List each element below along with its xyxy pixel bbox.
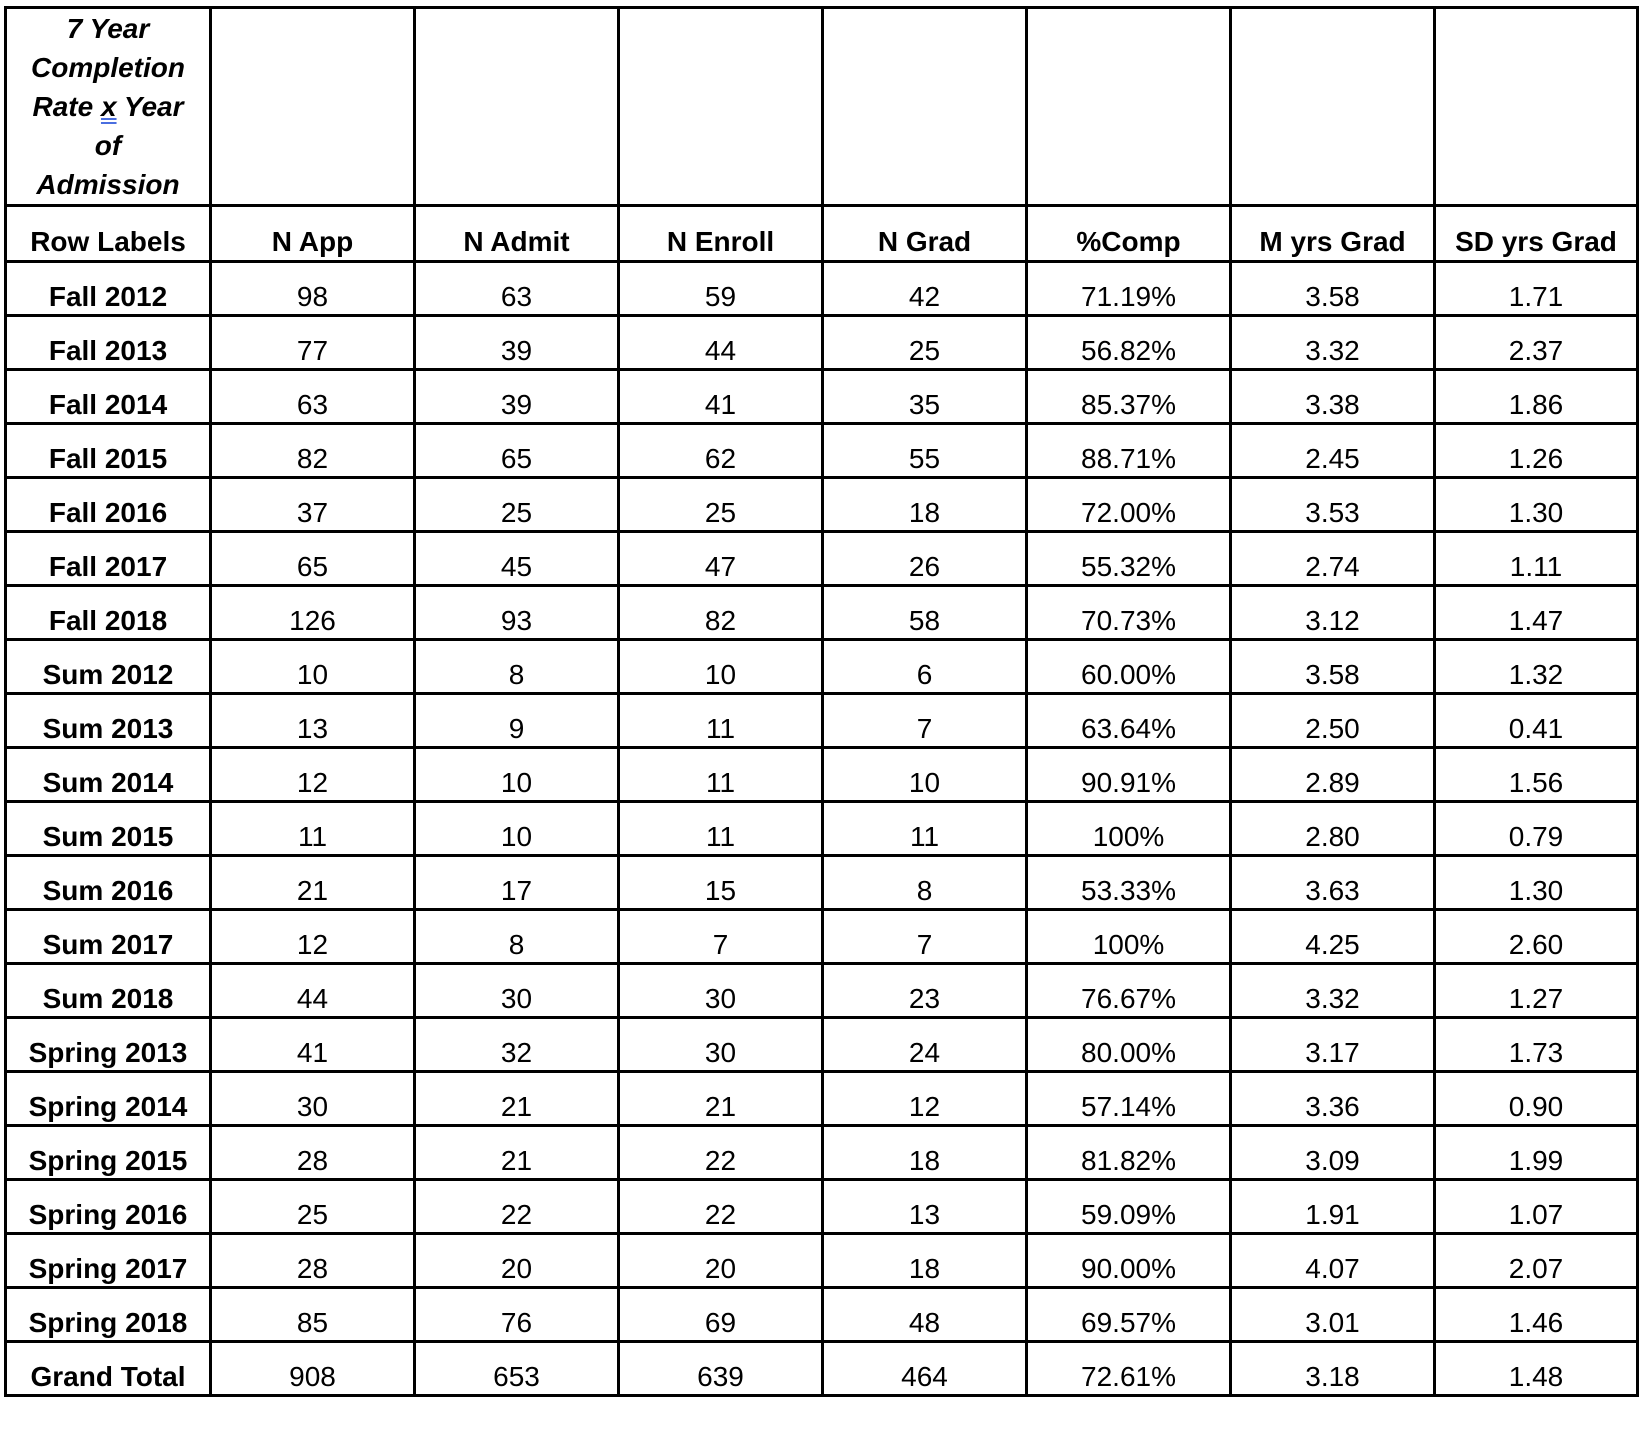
table-cell: 1.86 [1435, 370, 1638, 424]
table-cell: 1.26 [1435, 424, 1638, 478]
table-cell: 24 [823, 1018, 1027, 1072]
table-cell: 11 [619, 694, 823, 748]
table-cell: 57.14% [1027, 1072, 1231, 1126]
table-cell: 1.27 [1435, 964, 1638, 1018]
table-cell: 3.01 [1231, 1288, 1435, 1342]
table-cell: 58 [823, 586, 1027, 640]
column-header: N Grad [823, 206, 1027, 262]
table-cell: 69.57% [1027, 1288, 1231, 1342]
title-line: Admission [36, 169, 180, 200]
table-cell: 1.46 [1435, 1288, 1638, 1342]
title-word: Year [123, 91, 184, 122]
table-cell: 2.37 [1435, 316, 1638, 370]
table-cell: 76.67% [1027, 964, 1231, 1018]
row-label: Sum 2012 [6, 640, 211, 694]
grand-total-cell: 1.48 [1435, 1342, 1638, 1396]
row-label: Fall 2017 [6, 532, 211, 586]
table-cell: 48 [823, 1288, 1027, 1342]
empty-header-cell [619, 8, 823, 206]
column-header: N Admit [415, 206, 619, 262]
table-cell: 3.09 [1231, 1126, 1435, 1180]
column-header: SD yrs Grad [1435, 206, 1638, 262]
row-label: Sum 2015 [6, 802, 211, 856]
table-cell: 60.00% [1027, 640, 1231, 694]
table-cell: 21 [619, 1072, 823, 1126]
table-cell: 21 [415, 1072, 619, 1126]
table-cell: 11 [619, 748, 823, 802]
row-label: Spring 2018 [6, 1288, 211, 1342]
table-cell: 32 [415, 1018, 619, 1072]
table-cell: 44 [211, 964, 415, 1018]
table-cell: 47 [619, 532, 823, 586]
table-cell: 13 [211, 694, 415, 748]
table-row [6, 1180, 1638, 1234]
row-label: Sum 2018 [6, 964, 211, 1018]
table-cell: 7 [619, 910, 823, 964]
empty-header-cell [823, 8, 1027, 206]
table-cell: 7 [823, 910, 1027, 964]
row-label: Spring 2016 [6, 1180, 211, 1234]
row-label: Spring 2013 [6, 1018, 211, 1072]
table-cell: 3.12 [1231, 586, 1435, 640]
table-cell: 3.63 [1231, 856, 1435, 910]
table-cell: 45 [415, 532, 619, 586]
table-cell: 65 [415, 424, 619, 478]
column-header: Row Labels [6, 206, 211, 262]
table-cell: 3.17 [1231, 1018, 1435, 1072]
table-cell: 22 [619, 1180, 823, 1234]
table-cell: 7 [823, 694, 1027, 748]
table-row [6, 424, 1638, 478]
table-cell: 35 [823, 370, 1027, 424]
completion-rate-table [4, 6, 1639, 1397]
table-cell: 2.45 [1231, 424, 1435, 478]
table-cell: 62 [619, 424, 823, 478]
column-header: M yrs Grad [1231, 206, 1435, 262]
table-row [6, 316, 1638, 370]
table-cell: 1.99 [1435, 1126, 1638, 1180]
table-cell: 1.30 [1435, 478, 1638, 532]
table-cell: 3.32 [1231, 316, 1435, 370]
grand-total-cell: 639 [619, 1342, 823, 1396]
table-row [6, 1072, 1638, 1126]
table-cell: 98 [211, 262, 415, 316]
row-label: Sum 2013 [6, 694, 211, 748]
empty-header-cell [415, 8, 619, 206]
table-cell: 9 [415, 694, 619, 748]
table-title [6, 8, 211, 206]
column-header: N Enroll [619, 206, 823, 262]
table-cell: 77 [211, 316, 415, 370]
table-cell: 25 [415, 478, 619, 532]
column-header-row [6, 206, 1638, 262]
table-cell: 10 [211, 640, 415, 694]
row-label: Fall 2016 [6, 478, 211, 532]
table-cell: 10 [415, 748, 619, 802]
table-cell: 4.25 [1231, 910, 1435, 964]
table-cell: 12 [211, 910, 415, 964]
table-cell: 82 [211, 424, 415, 478]
table-cell: 71.19% [1027, 262, 1231, 316]
title-line: Completion [31, 52, 185, 83]
table-row [6, 802, 1638, 856]
row-label: Spring 2014 [6, 1072, 211, 1126]
table-cell: 11 [823, 802, 1027, 856]
table-cell: 44 [619, 316, 823, 370]
table-row [6, 532, 1638, 586]
table-cell: 2.60 [1435, 910, 1638, 964]
empty-header-cell [1231, 8, 1435, 206]
table-cell: 59.09% [1027, 1180, 1231, 1234]
table-cell: 3.58 [1231, 262, 1435, 316]
table-row [6, 640, 1638, 694]
table-cell: 11 [211, 802, 415, 856]
table-cell: 69 [619, 1288, 823, 1342]
table-cell: 13 [823, 1180, 1027, 1234]
table-cell: 0.79 [1435, 802, 1638, 856]
table-cell: 1.73 [1435, 1018, 1638, 1072]
row-label: Sum 2017 [6, 910, 211, 964]
table-cell: 12 [823, 1072, 1027, 1126]
table-row [6, 964, 1638, 1018]
table-cell: 4.07 [1231, 1234, 1435, 1288]
table-row [6, 856, 1638, 910]
table-cell: 1.47 [1435, 586, 1638, 640]
table-cell: 22 [415, 1180, 619, 1234]
table-cell: 21 [211, 856, 415, 910]
table-cell: 8 [415, 640, 619, 694]
grand-total-cell: 72.61% [1027, 1342, 1231, 1396]
table-row [6, 262, 1638, 316]
table-cell: 3.32 [1231, 964, 1435, 1018]
table-cell: 18 [823, 1234, 1027, 1288]
table-cell: 6 [823, 640, 1027, 694]
grand-total-label: Grand Total [6, 1342, 211, 1396]
table-cell: 3.36 [1231, 1072, 1435, 1126]
row-label: Fall 2013 [6, 316, 211, 370]
table-cell: 20 [415, 1234, 619, 1288]
table-cell: 1.30 [1435, 856, 1638, 910]
table-cell: 3.53 [1231, 478, 1435, 532]
row-label: Sum 2016 [6, 856, 211, 910]
title-x-mark: x [100, 91, 117, 122]
table-cell: 85 [211, 1288, 415, 1342]
table-cell: 26 [823, 532, 1027, 586]
empty-header-cell [1027, 8, 1231, 206]
table-cell: 65 [211, 532, 415, 586]
table-cell: 100% [1027, 802, 1231, 856]
title-row [6, 8, 1638, 206]
row-label: Fall 2015 [6, 424, 211, 478]
table-cell: 2.80 [1231, 802, 1435, 856]
table-cell: 25 [211, 1180, 415, 1234]
table-cell: 18 [823, 478, 1027, 532]
column-header: N App [211, 206, 415, 262]
title-line: 7 Year [66, 13, 150, 44]
empty-header-cell [211, 8, 415, 206]
table-cell: 85.37% [1027, 370, 1231, 424]
table-cell: 90.91% [1027, 748, 1231, 802]
document-page [4, 6, 1639, 1397]
empty-header-cell [1435, 8, 1638, 206]
table-cell: 1.91 [1231, 1180, 1435, 1234]
table-cell: 18 [823, 1126, 1027, 1180]
table-cell: 10 [619, 640, 823, 694]
table-cell: 55 [823, 424, 1027, 478]
table-cell: 25 [619, 478, 823, 532]
table-cell: 70.73% [1027, 586, 1231, 640]
table-cell: 15 [619, 856, 823, 910]
table-cell: 126 [211, 586, 415, 640]
table-cell: 17 [415, 856, 619, 910]
table-cell: 1.71 [1435, 262, 1638, 316]
table-cell: 0.41 [1435, 694, 1638, 748]
row-label: Sum 2014 [6, 748, 211, 802]
table-cell: 76 [415, 1288, 619, 1342]
table-cell: 1.32 [1435, 640, 1638, 694]
table-cell: 80.00% [1027, 1018, 1231, 1072]
table-row [6, 1234, 1638, 1288]
table-cell: 8 [823, 856, 1027, 910]
table-cell: 28 [211, 1234, 415, 1288]
table-cell: 93 [415, 586, 619, 640]
row-label: Spring 2015 [6, 1126, 211, 1180]
table-cell: 42 [823, 262, 1027, 316]
table-cell: 3.58 [1231, 640, 1435, 694]
table-cell: 30 [619, 964, 823, 1018]
table-cell: 59 [619, 262, 823, 316]
table-cell: 63.64% [1027, 694, 1231, 748]
table-cell: 30 [415, 964, 619, 1018]
table-cell: 63 [211, 370, 415, 424]
title-line: of [94, 130, 122, 161]
table-cell: 100% [1027, 910, 1231, 964]
table-row [6, 1018, 1638, 1072]
grand-total-cell: 908 [211, 1342, 415, 1396]
title-line [7, 87, 209, 126]
table-cell: 1.56 [1435, 748, 1638, 802]
table-cell: 55.32% [1027, 532, 1231, 586]
row-label: Fall 2018 [6, 586, 211, 640]
grand-total-row [6, 1342, 1638, 1396]
table-cell: 39 [415, 370, 619, 424]
table-cell: 1.07 [1435, 1180, 1638, 1234]
table-cell: 21 [415, 1126, 619, 1180]
table-cell: 1.11 [1435, 532, 1638, 586]
table-row [6, 910, 1638, 964]
table-cell: 41 [211, 1018, 415, 1072]
table-cell: 20 [619, 1234, 823, 1288]
table-cell: 82 [619, 586, 823, 640]
table-cell: 23 [823, 964, 1027, 1018]
table-cell: 10 [415, 802, 619, 856]
grand-total-cell: 464 [823, 1342, 1027, 1396]
table-cell: 90.00% [1027, 1234, 1231, 1288]
row-label: Spring 2017 [6, 1234, 211, 1288]
grand-total-cell: 3.18 [1231, 1342, 1435, 1396]
grand-total-cell: 653 [415, 1342, 619, 1396]
table-cell: 30 [211, 1072, 415, 1126]
table-cell: 22 [619, 1126, 823, 1180]
table-cell: 8 [415, 910, 619, 964]
table-cell: 63 [415, 262, 619, 316]
table-row [6, 586, 1638, 640]
table-cell: 53.33% [1027, 856, 1231, 910]
table-cell: 10 [823, 748, 1027, 802]
column-header: %Comp [1027, 206, 1231, 262]
table-row [6, 370, 1638, 424]
row-label: Fall 2012 [6, 262, 211, 316]
table-row [6, 1288, 1638, 1342]
table-cell: 41 [619, 370, 823, 424]
title-word: Rate [32, 91, 94, 122]
table-row [6, 694, 1638, 748]
table-cell: 56.82% [1027, 316, 1231, 370]
table-cell: 81.82% [1027, 1126, 1231, 1180]
table-cell: 88.71% [1027, 424, 1231, 478]
table-cell: 2.89 [1231, 748, 1435, 802]
table-row [6, 1126, 1638, 1180]
table-cell: 2.74 [1231, 532, 1435, 586]
row-label: Fall 2014 [6, 370, 211, 424]
table-cell: 2.50 [1231, 694, 1435, 748]
table-row [6, 478, 1638, 532]
table-cell: 3.38 [1231, 370, 1435, 424]
table-cell: 11 [619, 802, 823, 856]
table-cell: 39 [415, 316, 619, 370]
table-cell: 0.90 [1435, 1072, 1638, 1126]
table-cell: 12 [211, 748, 415, 802]
table-cell: 72.00% [1027, 478, 1231, 532]
table-cell: 37 [211, 478, 415, 532]
table-cell: 30 [619, 1018, 823, 1072]
table-cell: 2.07 [1435, 1234, 1638, 1288]
table-cell: 25 [823, 316, 1027, 370]
table-cell: 28 [211, 1126, 415, 1180]
table-row [6, 748, 1638, 802]
